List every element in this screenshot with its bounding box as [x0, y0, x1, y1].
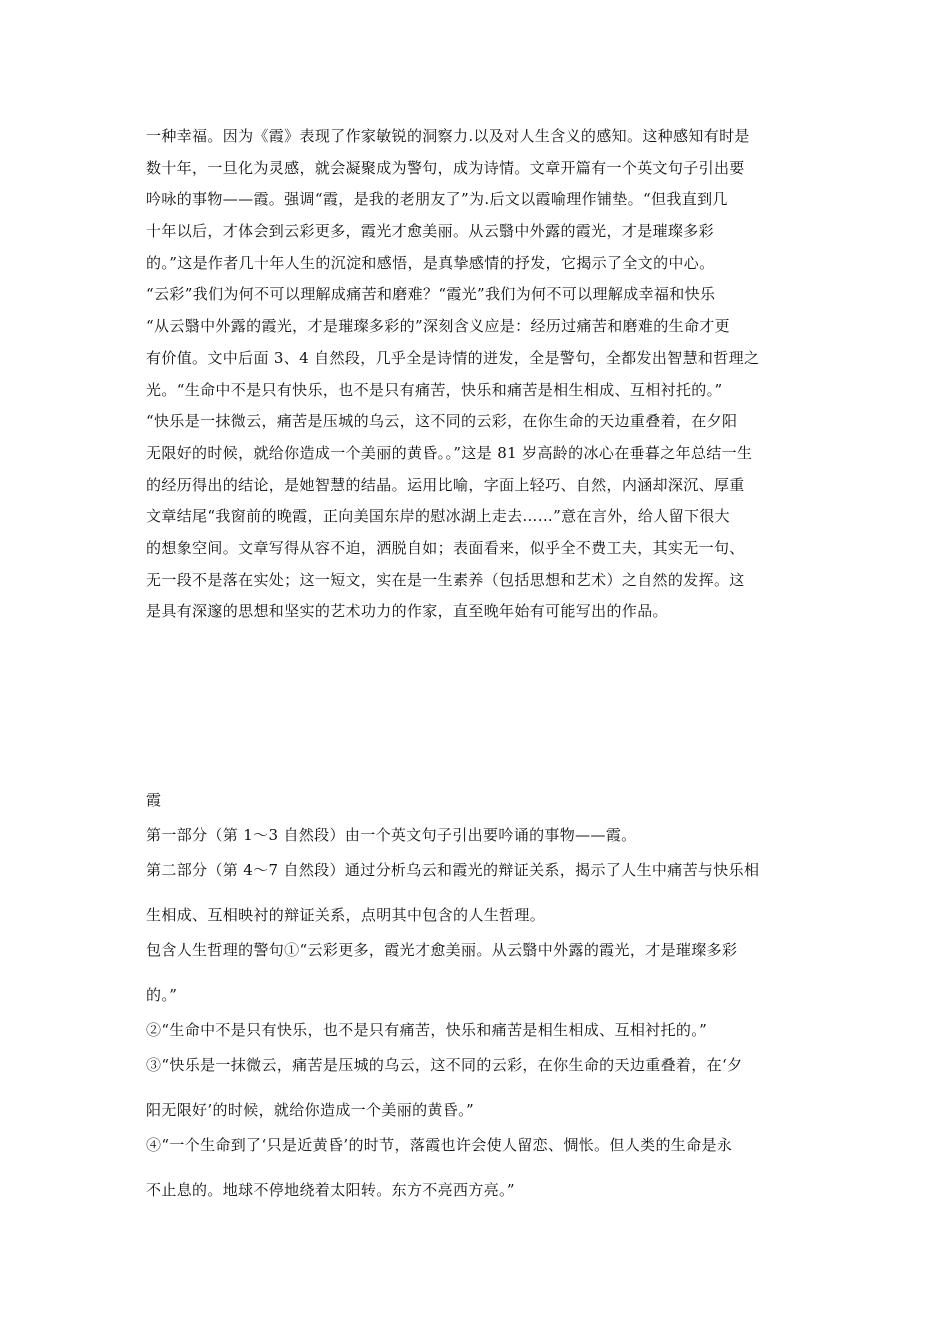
paragraph-line: 有价值。文中后面 3、4 自然段，几乎全是诗情的迸发，全是警句，全都发出智慧和哲理之 — [146, 348, 760, 367]
paragraph-line: “从云翳中外露的霞光，才是璀璨多彩的”深刻含义应是：经历过痛苦和磨难的生命才更 — [146, 317, 730, 336]
quotes-intro-continued: 的。” — [146, 986, 178, 1004]
paragraph-line: 是具有深邃的思想和坚实的艺术功力的作家，直至晚年始有可能写出的作品。 — [146, 602, 668, 621]
quote-two: ②“生命中不是只有快乐，也不是只有痛苦，快乐和痛苦是相生相成、互相衬托的。” — [146, 1021, 708, 1039]
part-one: 第一部分（第 1～3 自然段）由一个英文句子引出要吟诵的事物——霞。 — [146, 826, 637, 844]
line-spacer — [146, 1005, 806, 1020]
paragraph-line: 的想象空间。文章写得从容不迫，洒脱自如；表面看来，似乎全不费工夫，其实无一句、 — [146, 538, 745, 557]
line-spacer — [146, 1075, 806, 1100]
paragraph-line: 的经历得出的结论，是她智慧的结晶。运用比喻，字面上轻巧、自然，内涵却深沉、厚重 — [146, 475, 745, 494]
quote-three-continued: 阳无限好’的时候，就给你造成一个美丽的黄昏。” — [146, 1101, 474, 1119]
line-spacer — [146, 845, 806, 860]
line-spacer — [146, 960, 806, 985]
line-spacer — [146, 810, 806, 825]
paragraph-line: 光。“生命中不是只有快乐，也不是只有痛苦，快乐和痛苦是相生相成、互相衬托的。” — [146, 380, 723, 399]
outline-title: 霞 — [146, 791, 162, 809]
paragraph-line: 十年以后，才体会到云彩更多，霞光才愈美丽。从云翳中外露的霞光，才是璀璨多彩 — [146, 222, 714, 241]
paragraph-line: 数十年，一旦化为灵感，就会凝聚成为警句，成为诗情。文章开篇有一个英文句子引出要 — [146, 158, 745, 177]
quotes-intro: 包含人生哲理的警句①“云彩更多，霞光才愈美丽。从云翳中外露的霞光，才是璀璨多彩 — [146, 941, 738, 959]
paragraph-line: “云彩”我们为何不可以理解成痛苦和磨难？“霞光”我们为何不可以理解成幸福和快乐 — [146, 285, 716, 304]
line-spacer — [146, 1155, 806, 1180]
paragraph-line: 文章结尾“我窗前的晚霞，正向美国东岸的慰冰湖上走去……”意在言外，给人留下很大 — [146, 507, 730, 526]
part-two-continued: 生相成、互相映衬的辩证关系，点明其中包含的人生哲理。 — [146, 906, 546, 924]
line-spacer — [146, 1040, 806, 1055]
analysis-paragraph — [146, 126, 806, 633]
paragraph-line: 的。”这是作者几十年人生的沉淀和感悟，是真挚感情的抒发，它揭示了全文的中心。 — [146, 253, 715, 272]
paragraph-line: 吟咏的事物——霞。强调“霞，是我的老朋友了”为.后文以霞喻理作铺垫。“但我直到几 — [146, 190, 728, 209]
line-spacer — [146, 1120, 806, 1135]
paragraph-line: “快乐是一抹微云，痛苦是压城的乌云，这不同的云彩，在你生命的天边重叠着，在夕阳 — [146, 412, 738, 431]
outline-section — [146, 790, 806, 1200]
paragraph-line: 无一段不是落在实处；这一短文，实在是一生素养（包括思想和艺术）之自然的发挥。这 — [146, 570, 745, 589]
quote-four: ④“一个生命到了‘只是近黄昏’的时节，落霞也许会使人留恋、惆怅。但人类的生命是永 — [146, 1136, 733, 1154]
line-spacer — [146, 880, 806, 905]
quote-four-continued: 不止息的。地球不停地绕着太阳转。东方不亮西方亮。” — [146, 1181, 515, 1199]
paragraph-line: 一种幸福。因为《霞》表现了作家敏锐的洞察力.以及对人生含义的感知。这种感知有时是 — [146, 127, 750, 145]
paragraph-line: 无限好的时候，就给你造成一个美丽的黄昏。。”这是 81 岁高龄的冰心在垂暮之年总结一生 — [146, 443, 753, 462]
part-two: 第二部分（第 4～7 自然段）通过分析乌云和霞光的辩证关系，揭示了人生中痛苦与快乐相 — [146, 861, 760, 879]
quote-three: ③“快乐是一抹微云，痛苦是压城的乌云，这不同的云彩，在你生命的天边重叠着，在‘夕 — [146, 1056, 743, 1074]
line-spacer — [146, 925, 806, 940]
